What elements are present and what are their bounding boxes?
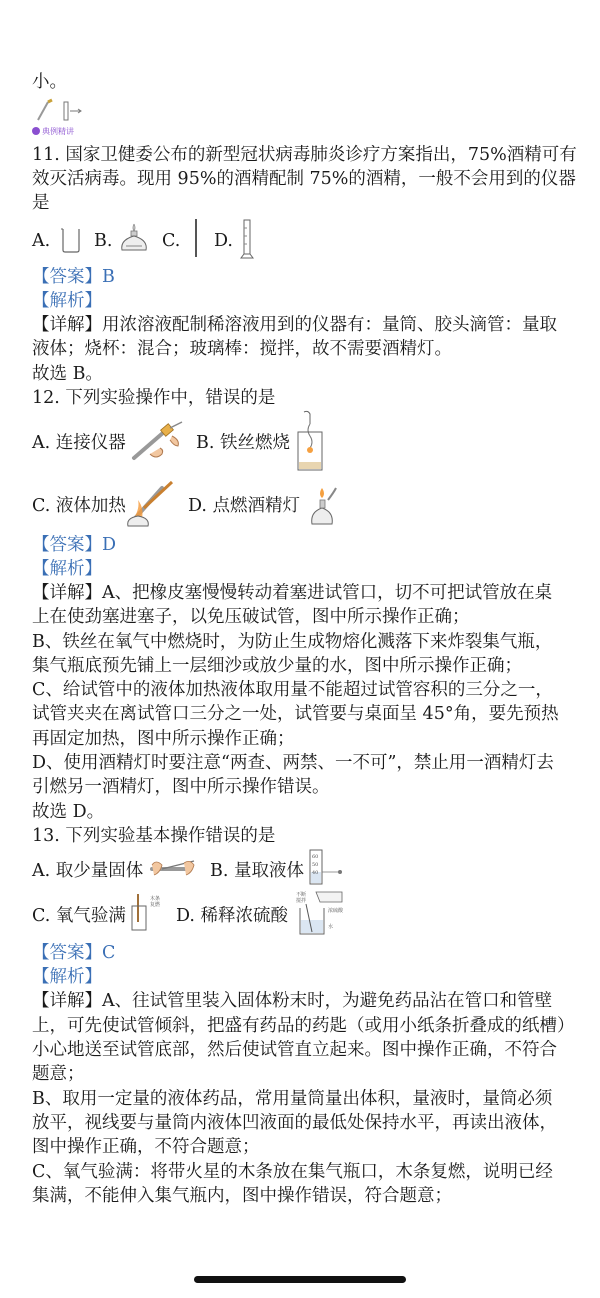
question-13-line: 13. 下列实验基本操作错误的是: [32, 826, 276, 846]
explanation-line: 上，可先使试管倾斜，把盛有药品的药匙（或用小纸条折叠成的纸槽）: [32, 1016, 575, 1036]
iron-wire-burning-icon: [292, 410, 326, 472]
cyl-tick-50: 50: [312, 862, 319, 868]
explanation-line: C、给试管中的液体加热液体取用量不能超过试管容积的三分之一，: [32, 680, 553, 700]
lighting-lamp-icon: [308, 482, 338, 526]
dilute-acid-icon: [294, 888, 350, 938]
measuring-cylinder-icon: [306, 848, 346, 888]
text-line: 小。: [32, 72, 67, 92]
explanation-line: 【详解】A、往试管里装入固体粉末时，为避免药品沾在管口和管壁: [32, 991, 553, 1011]
explanation-line: 小心地送至试管底部，然后使试管直立起来。图中操作正确，不符合: [32, 1040, 557, 1060]
beaker-icon: [60, 226, 82, 254]
explanation-line: B、铁丝在氧气中燃烧时，为防止生成物熔化溅落下来炸裂集气瓶，: [32, 632, 553, 652]
explanation-line: 试管夹夹在离试管口三分之一处，试管要与桌面呈 45°角，要先预热: [32, 704, 559, 724]
q13-option-b: B. 量取液体: [210, 861, 304, 881]
q11-option-d: D.: [214, 231, 233, 251]
explanation-line: 题意；: [32, 1064, 85, 1084]
explanation-line: 上在使劲塞进塞子，以免压破试管，图中所示操作正确；: [32, 607, 470, 627]
question-11-line: 效灭活病毒。现用 95%的酒精配制 75%的酒精，一般不会用到的仪器: [32, 169, 576, 189]
connect-apparatus-icon: [130, 420, 188, 464]
q11-option-c: C.: [162, 231, 181, 251]
test-tube-icon: [34, 98, 84, 124]
q12-option-d: D. 点燃酒精灯: [188, 496, 301, 516]
explanation-line: 【详解】用浓溶液配制稀溶液用到的仪器有：量筒、胶头滴管：量取: [32, 315, 557, 335]
solid-sampling-icon: [148, 855, 198, 883]
badge-dot-icon: [32, 127, 40, 135]
explanation-line: 集满，不能伸入集气瓶内，图中操作错误，符合题意；: [32, 1186, 452, 1206]
conclusion-line: 故选 D。: [32, 802, 105, 822]
cyl-tick-40: 40: [312, 870, 319, 876]
glass-rod-icon: [192, 218, 200, 258]
graduated-cylinder-icon: [238, 218, 256, 260]
explanation-line: 图中操作正确，不符合题意；: [32, 1137, 260, 1157]
splint-label-2: 复燃: [150, 902, 161, 908]
q13-option-a: A. 取少量固体: [32, 861, 144, 881]
explanation-line: C、氧气验满：将带火星的木条放在集气瓶口，木条复燃，说明已经: [32, 1162, 553, 1182]
explanation-line: 引燃另一酒精灯，图中所示操作错误。: [32, 777, 330, 797]
liquid-heating-icon: [122, 478, 180, 528]
q12-option-c: C. 液体加热: [32, 496, 126, 516]
question-11-line: 11. 国家卫健委公布的新型冠状病毒肺炎诊疗方案指出，75%酒精可有: [32, 145, 577, 165]
acid-top-label-2: 搅拌: [296, 898, 307, 904]
q13-option-c: C. 氧气验满: [32, 906, 126, 926]
explanation-line: 【详解】A、把橡皮塞慢慢转动着塞进试管口，切不可把试管放在桌: [32, 583, 553, 603]
oxygen-test-icon: [128, 892, 168, 932]
question-11-line: 是: [32, 193, 50, 213]
home-indicator[interactable]: [194, 1276, 406, 1283]
analysis-label: 【解析】: [32, 967, 102, 987]
answer-label: 【答案】D: [32, 535, 117, 555]
question-12-line: 12. 下列实验操作中，错误的是: [32, 388, 276, 408]
answer-label: 【答案】C: [32, 943, 116, 963]
explanation-line: 液体；烧杯：混合；玻璃棒：搅拌，故不需要酒精灯。: [32, 339, 452, 359]
q11-option-b: B.: [94, 231, 113, 251]
acid-top-label: 不断: [296, 892, 307, 898]
explanation-line: D、使用酒精灯时要注意“两查、两禁、一不可”，禁止用一酒精灯去: [32, 753, 554, 773]
q12-option-b: B. 铁丝燃烧: [196, 433, 290, 453]
splint-label: 木条: [150, 896, 161, 902]
acid-label: 浓硫酸: [328, 908, 344, 914]
water-label: 水: [328, 924, 334, 930]
q12-option-a: A. 连接仪器: [32, 433, 126, 453]
q13-option-d: D. 稀释浓硫酸: [176, 906, 289, 926]
conclusion-line: 故选 B。: [32, 364, 103, 384]
explanation-line: 再固定加热，图中所示操作正确；: [32, 729, 295, 749]
explanation-line: B、取用一定量的液体药品，常用量筒量出体积，量液时，量筒必须: [32, 1089, 553, 1109]
alcohol-lamp-icon: [118, 222, 150, 254]
answer-label: 【答案】B: [32, 267, 115, 287]
explanation-line: 集气瓶底预先铺上一层细沙或放少量的水，图中所示操作正确；: [32, 656, 522, 676]
badge-label: 典例精讲: [42, 127, 74, 136]
example-badge: [32, 126, 74, 137]
cyl-tick-60: 60: [312, 854, 319, 860]
q11-option-a: A.: [32, 231, 51, 251]
analysis-label: 【解析】: [32, 559, 102, 579]
analysis-label: 【解析】: [32, 291, 102, 311]
explanation-line: 放平，视线要与量筒内液体凹液面的最低处保持水平，再读出液体，: [32, 1113, 557, 1133]
